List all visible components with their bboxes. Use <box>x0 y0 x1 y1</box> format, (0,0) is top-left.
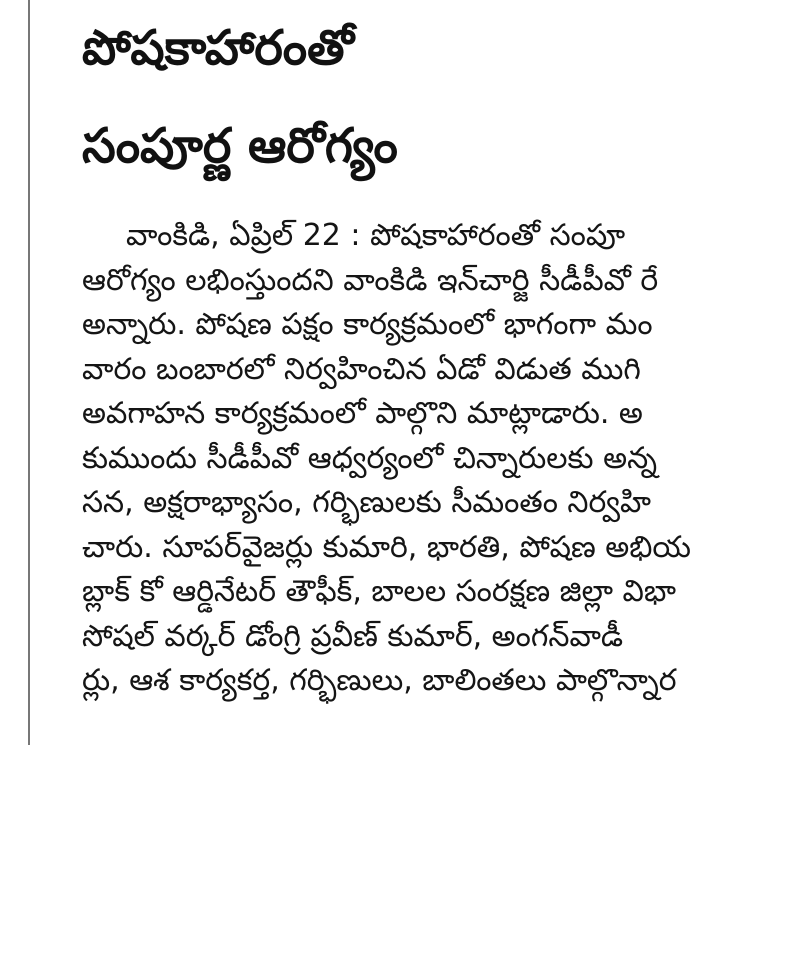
column-divider <box>28 0 30 745</box>
body-line-6: కుముందు సీడీపీవో ఆధ్వర్యంలో చిన్నారులకు అన్న <box>82 440 658 476</box>
body-line-8: చారు. సూపర్‌వైజర్లు కుమారి, భారతి, పోషణ అభియ <box>82 529 691 565</box>
headline-line-1: పోషకాహారంతో <box>82 20 354 76</box>
body-line-1: వాంకిడి, ఏప్రిల్ 22 : పోషకాహారంతో సంపూ <box>126 218 626 253</box>
body-line-11: ర్లు, ఆశ కార్యకర్త, గర్భిణులు, బాలింతలు పాల్గొన్నార <box>82 663 677 698</box>
body-line-2: ఆరోగ్యం లభింస్తుందని వాంకిడి ఇన్‌చార్జి సీడీపీవో రే <box>82 262 659 298</box>
body-line-10: సోషల్ వర్కర్ డోంగ్రి ప్రవీణ్ కుమార్, అంగన్‌వాడీ <box>82 618 624 654</box>
body-line-7: సన, అక్షరాభ్యాసం, గర్భిణులకు సీమంతం నిర్వహి <box>82 485 652 520</box>
body-line-9: బ్లాక్ కో ఆర్డినేటర్ తౌఫీక్, బాలల సంరక్షణ జిల్లా విభా <box>82 574 677 609</box>
body-line-5: అవగాహన కార్యక్రమంలో పాల్గొని మాట్లాడారు. అ <box>82 396 643 431</box>
article-body <box>82 214 800 704</box>
body-line-4: వారం బంబారలో నిర్వహించిన ఏడో విడుత ముగి <box>82 351 641 387</box>
headline-line-2: సంపూర్ణ ఆరోగ్యం <box>82 118 398 174</box>
body-line-3: అన్నారు. పోషణ పక్షం కార్యక్రమంలో భాగంగా మం <box>82 307 653 342</box>
